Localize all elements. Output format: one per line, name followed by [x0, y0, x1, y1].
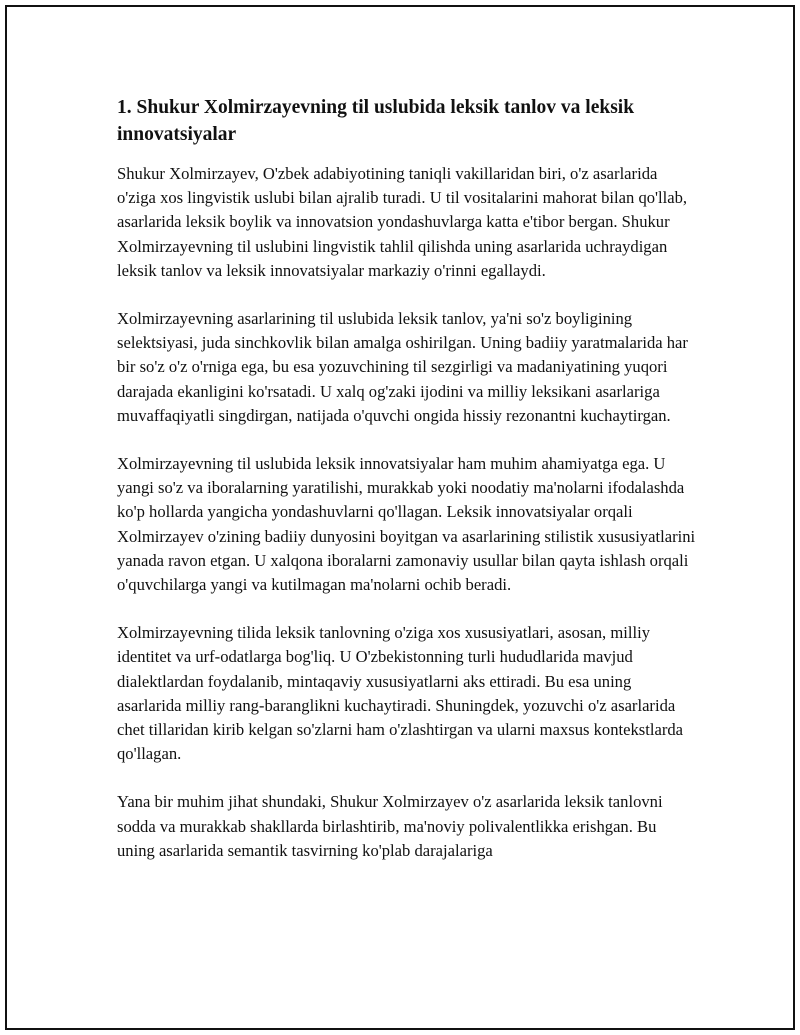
section-title: 1. Shukur Xolmirzayevning til uslubida leksik tanlov va leksik innovatsiyalar: [117, 97, 635, 145]
paragraph-5: Yana bir muhim jihat shundaki, Shukur Xolmirzayev o'z asarlarida leksik tanlovni sodda va murakkab shakllarda birlashtirib, ma'noviy polivalentlikka erishgan. Bu uning asarlarida semantik tasvirning ko'plab darajalariga: [117, 792, 663, 860]
paragraph-2: Xolmirzayevning asarlarining til uslubida leksik tanlov, ya'ni so'z boyligining selektsiyasi, juda sinchkovlik bilan amalga oshirilgan. Uning badiiy yaratmalarida har bir so'z o'z o'rniga ega, bu esa yozuvchining til sezgirligi va madaniyatining yuqori darajada ekanligini ko'rsatadi. U xalq og'zaki ijodini va milliy leksikani asarlariga muvaffaqiyatli singdirgan, natijada o'quvchi ongida hissiy rezonantni kuchaytirgan.: [117, 309, 688, 425]
paragraph-1: Shukur Xolmirzayev, O'zbek adabiyotining taniqli vakillaridan biri, o'z asarlarida o'ziga xos lingvistik uslubi bilan ajralib turadi. U til vositalarini mahorat bilan qo'llab, asarlarida leksik boylik va innovatsion yondashuvlarga katta e'tibor bergan. Shukur Xolmirzayevning til uslubini lingvistik tahlil qilishda uning asarlarida uchraydigan leksik tanlov va leksik innovatsiyalar markaziy o'rinni egallaydi.: [117, 164, 688, 280]
paragraph-3: Xolmirzayevning til uslubida leksik innovatsiyalar ham muhim ahamiyatga ega. U yangi so'z va iboralarning yaratilishi, murakkab yoki noodatiy ma'nolarni ifodalashda ko'p hollarda yangicha yondashuvlarni qo'llagan. Leksik innovatsiyalar orqali Xolmirzayev o'zining badiiy dunyosini boyitgan va asarlarining stilistik xususiyatlarini yanada ravon etgan. U xalqona iboralarni zamonaviy usullar bilan qayta ishlash orqali o'quvchilarga yangi va kutilmagan ma'nolarni ochib beradi.: [117, 454, 696, 595]
paragraph-4: Xolmirzayevning tilida leksik tanlovning o'ziga xos xususiyatlari, asosan, milliy identitet va urf-odatlarga bog'liq. U O'zbekistonning turli hududlarida mavjud dialektlardan foydalanib, mintaqaviy xususiyatlarni aks ettiradi. Bu esa uning asarlarida milliy rang-baranglikni kuchaytiradi. Shuningdek, yozuvchi o'z asarlarida chet tillaridan kirib kelgan so'zlarni ham o'zlashtirgan va ularni maxsus kontekstlarda qo'llagan.: [117, 623, 684, 764]
document-body: [117, 94, 697, 887]
